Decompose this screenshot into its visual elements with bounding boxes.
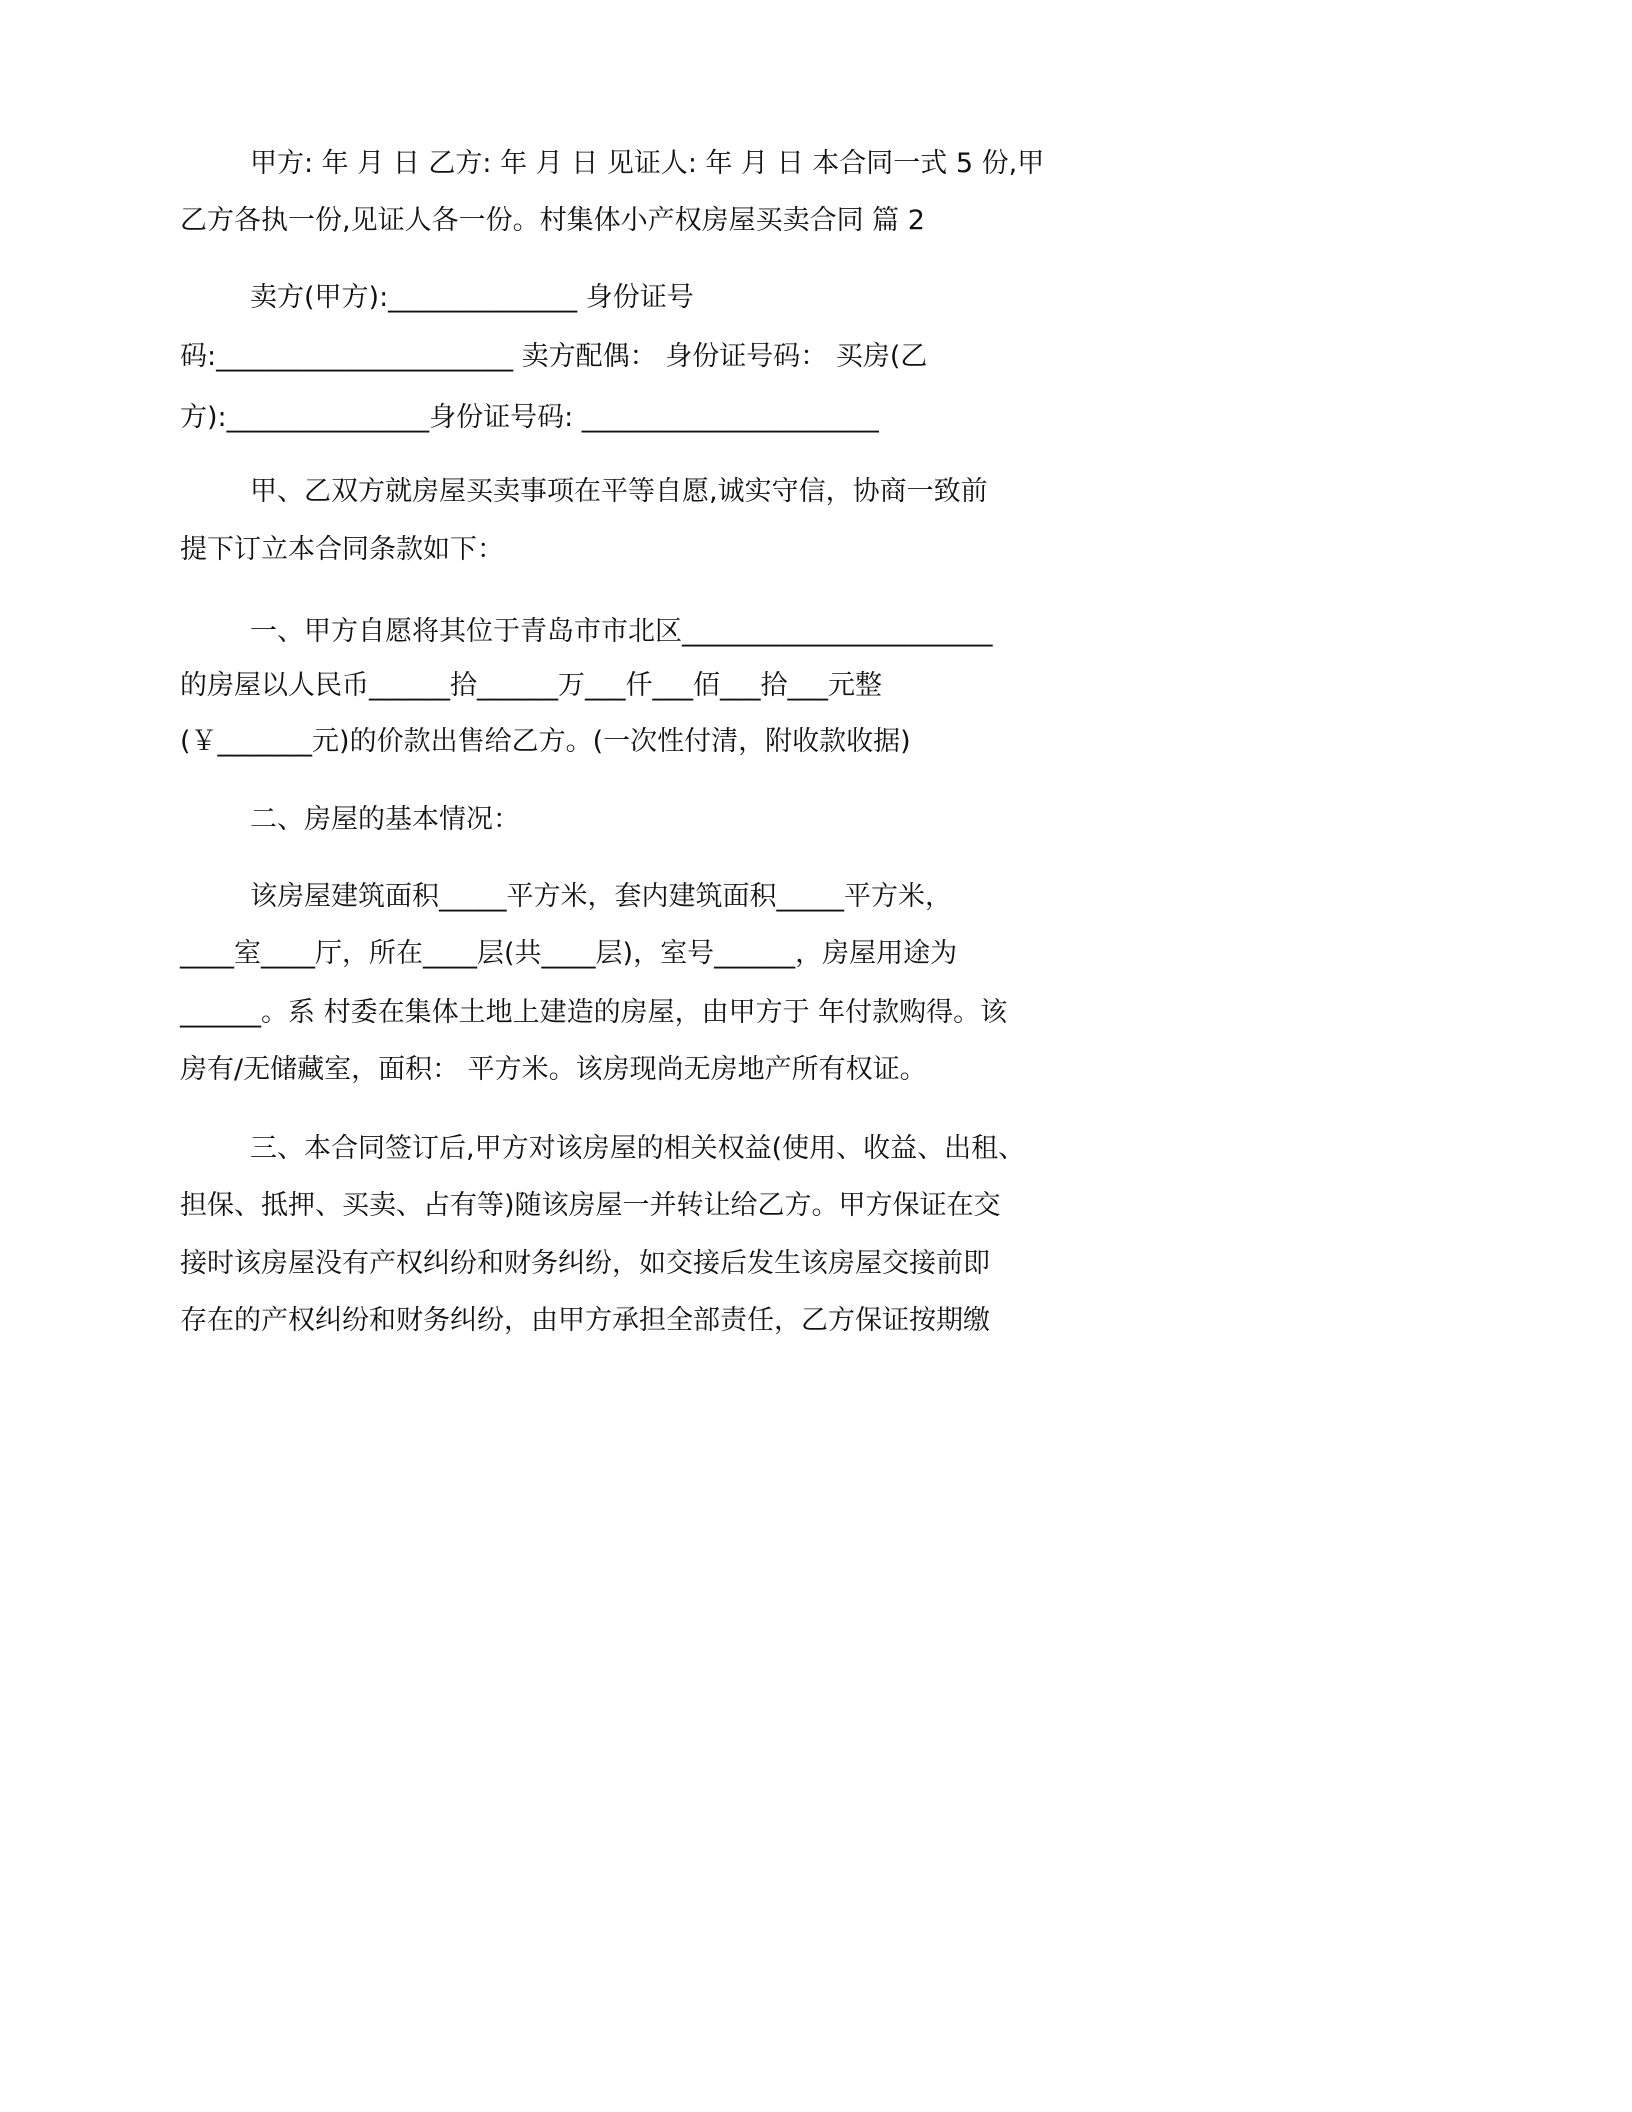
text-line: 甲、乙双方就房屋买卖事项在平等自愿,诚实守信，协商一致前	[250, 476, 988, 507]
text-line: 接时该房屋没有产权纠纷和财务纠纷，如交接后发生该房屋交接前即	[180, 1248, 990, 1279]
text-line: ______。系 村委在集体土地上建造的房屋，由甲方于 年付款购得。该	[180, 997, 1008, 1028]
clause-three: 三、本合同签订后,甲方对该房屋的相关权益(使用、收益、出租、	[250, 1133, 1026, 1164]
clause-one: 一、甲方自愿将其位于青岛市市北区_______________________	[250, 616, 993, 647]
text-line: ____室____厅，所在____层(共____层)，室号______，房屋用途为	[180, 938, 958, 969]
price-line: 的房屋以人民币______拾______万___仟___佰___拾___元整	[180, 670, 882, 701]
text-line: 乙方各执一份,见证人各一份。村集体小产权房屋买卖合同 篇 2	[180, 205, 925, 236]
text-line: 甲方: 年 月 日 乙方: 年 月 日 见证人: 年 月 日 本合同一式 5 份,甲	[250, 148, 1045, 179]
seller-line: 卖方(甲方):______________ 身份证号	[250, 282, 694, 313]
text-line: 提下订立本合同条款如下：	[180, 534, 504, 565]
text-line: 担保、抵押、买卖、占有等)随该房屋一并转让给乙方。甲方保证在交	[180, 1190, 1001, 1221]
id-number-line: 码:______________________ 卖方配偶： 身份证号码： 买房(乙	[180, 341, 928, 372]
price-amount-line: (￥_______元)的价款出售给乙方。(一次性付清，附收款收据)	[180, 726, 911, 757]
text-line: 存在的产权纠纷和财务纠纷，由甲方承担全部责任，乙方保证按期缴	[180, 1305, 990, 1336]
clause-two-heading: 二、房屋的基本情况：	[250, 804, 520, 835]
buyer-line: 方):_______________身份证号码: ______________________	[180, 402, 879, 433]
text-line: 该房屋建筑面积_____平方米，套内建筑面积_____平方米，	[250, 881, 952, 912]
text-line: 房有/无储藏室，面积： 平方米。该房现尚无房地产所有权证。	[180, 1054, 927, 1085]
